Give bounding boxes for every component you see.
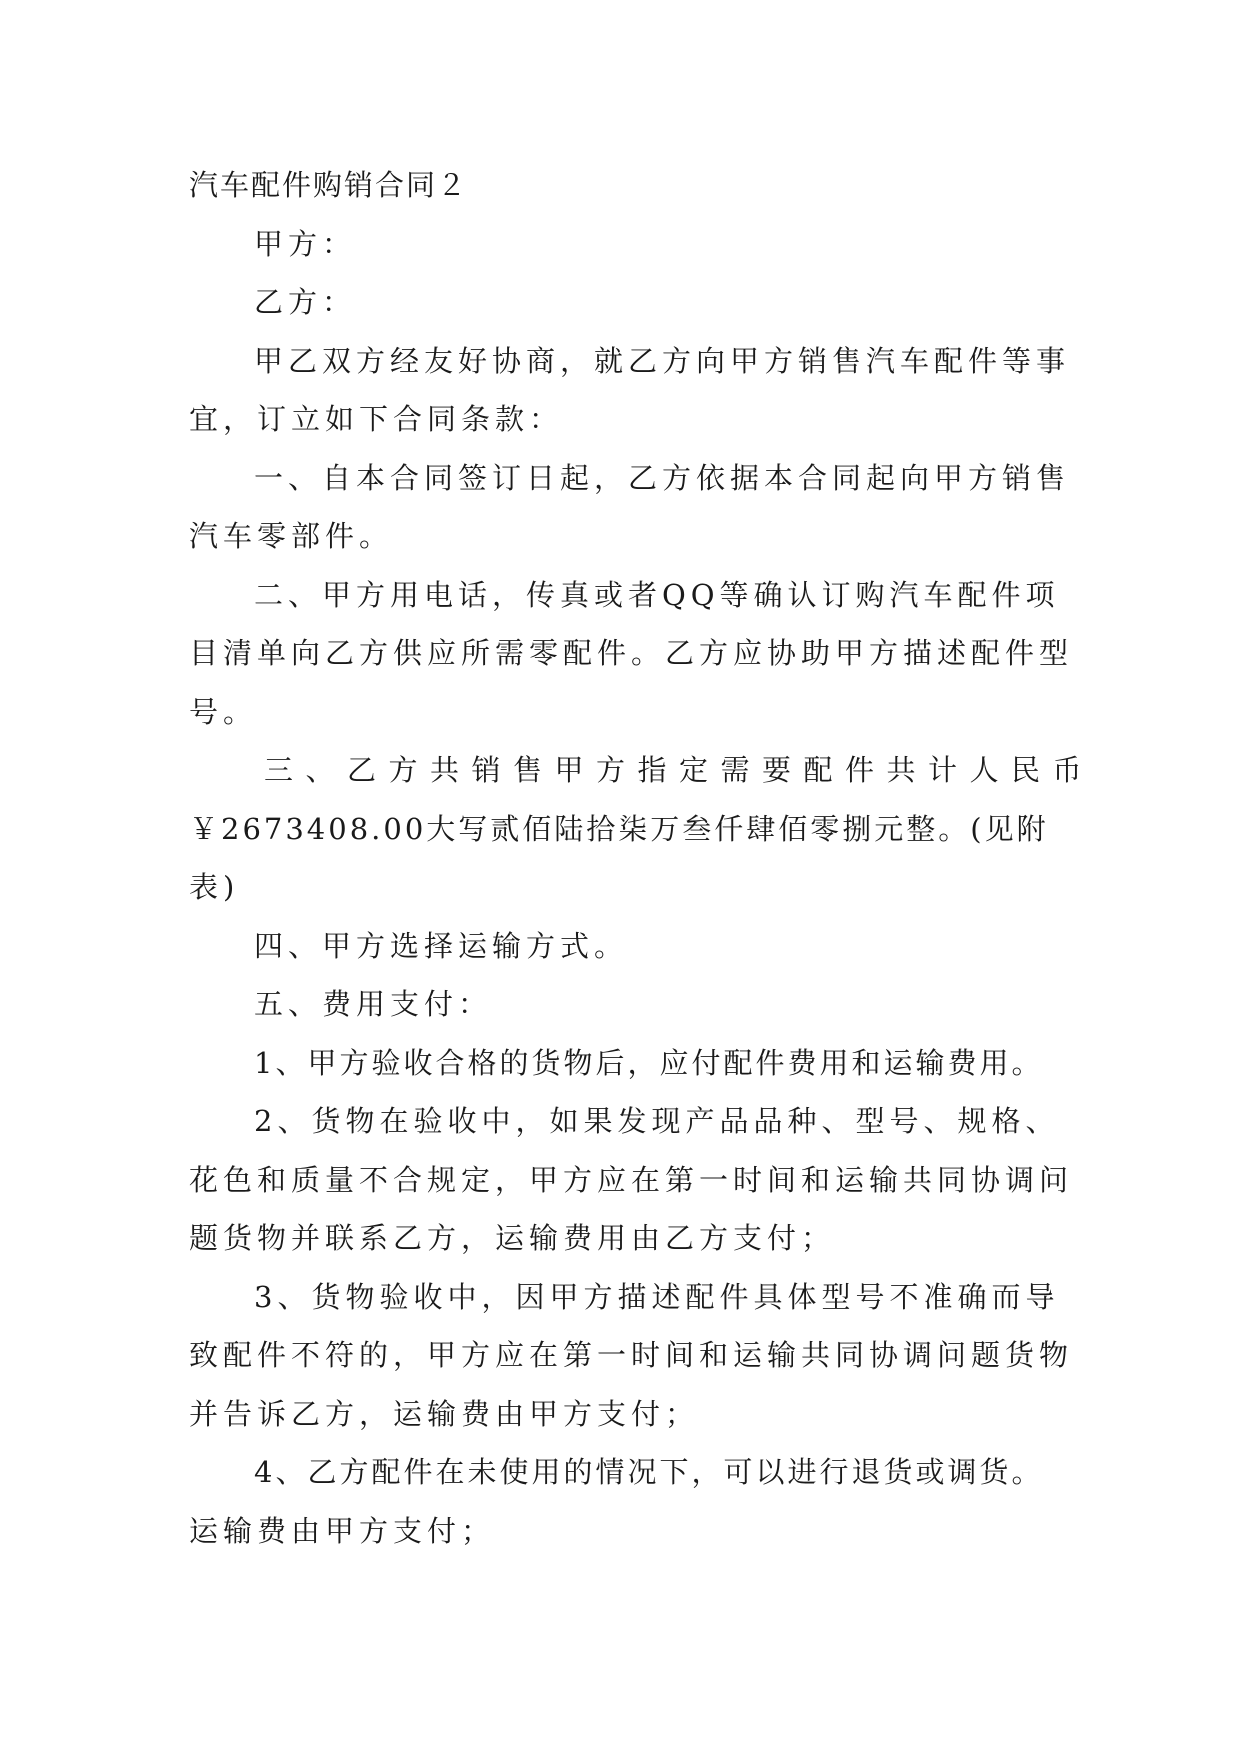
clause-2-line: 目清单向乙方供应所需零配件。乙方应协助甲方描述配件型 bbox=[189, 636, 1074, 670]
clause-5-item-2: 题货物并联系乙方，运输费用由乙方支付； bbox=[189, 1221, 836, 1255]
paragraph-line: 甲乙双方经友好协商，就乙方向甲方销售汽车配件等事 bbox=[254, 343, 1071, 378]
clause-1-line: 汽车零部件。 bbox=[189, 519, 394, 553]
document-title: 汽车配件购销合同２ bbox=[189, 168, 469, 202]
clause-2-line: 二、甲方用电话，传真或者QQ等确认订购汽车配件项 bbox=[254, 577, 1060, 612]
clause-2-line: 号。 bbox=[189, 694, 258, 729]
clause-3-line: ￥2673408.00大写贰佰陆拾柒万叁仟肆佰零捌元整。(见附 bbox=[189, 811, 1049, 846]
party-a-line: 甲方： bbox=[254, 226, 357, 261]
clause-5-heading: 五、费用支付： bbox=[254, 987, 493, 1021]
paragraph-line: 宜，订立如下合同条款： bbox=[189, 402, 564, 436]
clause-3-line: 三、乙方共销售甲方指定需要配件共计人民币 bbox=[264, 753, 1095, 787]
clause-5-item-4: 4、乙方配件在未使用的情况下，可以进行退货或调货。 bbox=[254, 1455, 1044, 1489]
clause-5-item-1: 1、甲方验收合格的货物后，应付配件费用和运输费用。 bbox=[254, 1045, 1044, 1080]
clause-5-item-3: 3、货物验收中，因甲方描述配件具体型号不准确而导 bbox=[254, 1279, 1060, 1314]
clause-3-line: 表) bbox=[189, 870, 240, 904]
clause-5-item-2: 花色和质量不合规定，甲方应在第一时间和运输共同协调问 bbox=[189, 1162, 1074, 1197]
clause-4-line: 四、甲方选择运输方式。 bbox=[254, 928, 629, 963]
clause-1-line: 一、自本合同签订日起，乙方依据本合同起向甲方销售 bbox=[254, 460, 1071, 495]
clause-5-item-3: 致配件不符的，甲方应在第一时间和运输共同协调问题货物 bbox=[189, 1338, 1074, 1372]
document-body bbox=[189, 156, 1095, 1560]
clause-5-item-2: 2、货物在验收中，如果发现产品品种、型号、规格、 bbox=[254, 1104, 1060, 1138]
clause-5-item-4: 运输费由甲方支付； bbox=[189, 1513, 496, 1548]
clause-5-item-3: 并告诉乙方，运输费由甲方支付； bbox=[189, 1396, 700, 1431]
party-b-line: 乙方： bbox=[254, 285, 357, 319]
